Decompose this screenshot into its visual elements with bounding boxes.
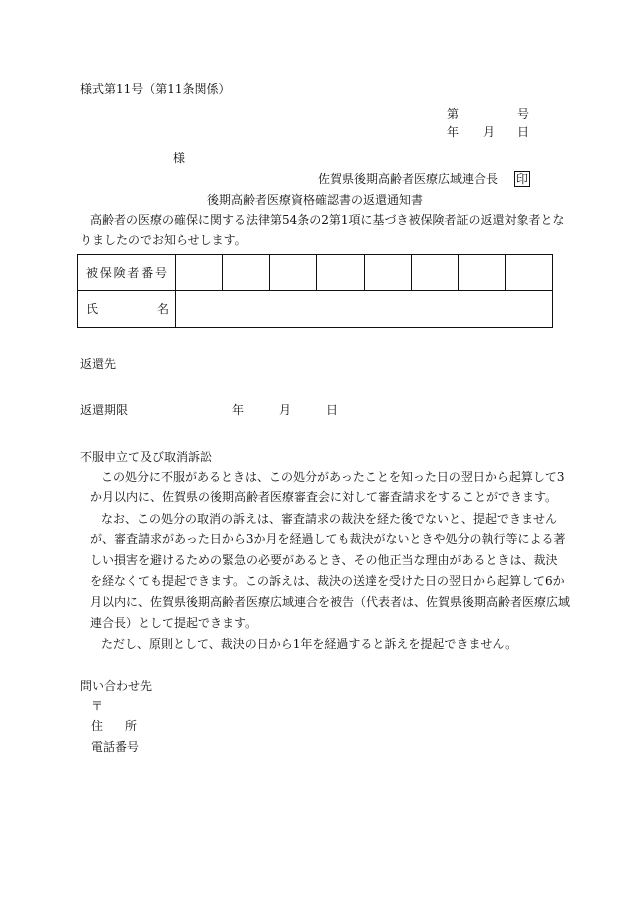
- insured-number-label-char: 者: [127, 265, 140, 280]
- name-row: [78, 291, 553, 328]
- appeal-line: 連合長）として提起できます。: [90, 616, 258, 630]
- appeal-line: この処分に不服があるときは、この処分があったことを知った日の翌日から起算して3: [101, 470, 565, 484]
- page-title: 後期高齢者医療資格確認書の返還通知書: [207, 193, 424, 207]
- date-hi: 日: [517, 125, 530, 139]
- appeal-line: が、審査請求があった日から3か月を経過しても裁決がないときや処分の執行等による著: [90, 532, 566, 546]
- appeal-line: ただし、原則として、裁決の日から1年を経過すると訴えを提起できません。: [101, 637, 518, 651]
- contact-heading: 問い合わせ先: [80, 679, 153, 693]
- address-label-first: 住: [91, 719, 104, 733]
- date-nen: 年: [447, 125, 460, 139]
- form-number: 様式第11号（第11条関係）: [80, 82, 231, 96]
- return-deadline-tsuki: 月: [279, 403, 292, 417]
- insured-number-row: [78, 255, 553, 291]
- insured-number-label: [78, 267, 175, 279]
- name-label-cell: [78, 291, 176, 328]
- return-deadline-nen: 年: [232, 403, 245, 417]
- name-label-second: 名: [156, 302, 169, 316]
- appeal-heading: 不服申立て及び取消訴訟: [80, 450, 213, 464]
- insured-number-cell: [505, 255, 552, 291]
- insured-number-cell: [223, 255, 270, 291]
- insured-number-cell: [270, 255, 317, 291]
- doc-number-go: 号: [517, 107, 530, 121]
- insured-number-cell: [364, 255, 411, 291]
- insured-number-label-char: 険: [113, 265, 126, 280]
- name-label-first: 氏: [86, 302, 99, 316]
- appeal-line: なお、この処分の取消の訴えは、審査請求の裁決を経た後でないと、提起できません: [101, 512, 558, 526]
- date-tsuki: 月: [483, 125, 496, 139]
- intro-line-2: りましたのでお知らせします。: [80, 233, 247, 247]
- return-deadline-hi: 日: [326, 403, 339, 417]
- insured-number-label-char: 保: [99, 265, 112, 280]
- issuer: 佐賀県後期高齢者医療広域連合長: [318, 172, 499, 186]
- insured-number-cell: [458, 255, 505, 291]
- insured-number-cell: [411, 255, 458, 291]
- name-value-cell: [176, 291, 553, 328]
- insured-number-cell: [317, 255, 364, 291]
- intro-line-1: 高齢者の医療の確保に関する法律第54条の2第1項に基づき被保険者証の返還対象者とな: [90, 213, 565, 227]
- appeal-line: しい損害を避けるための緊急の必要があるとき、その他正当な理由があるときは、裁決: [90, 553, 558, 567]
- seal-stamp: 印: [516, 172, 529, 186]
- phone-label: 電話番号: [91, 740, 140, 754]
- insured-number-label-cell: [78, 255, 176, 291]
- insured-number-label-char: 被: [86, 265, 99, 280]
- insured-number-label-char: 番: [141, 265, 154, 280]
- return-to-label: 返還先: [80, 357, 117, 371]
- address-label-second: 所: [125, 719, 138, 733]
- doc-number-dai: 第: [447, 107, 460, 121]
- postal-mark: 〒: [91, 699, 104, 713]
- appeal-line: を経なくても提起できます。この訴えは、裁決の送達を受けた日の翌日から起算して6か: [90, 574, 565, 588]
- return-deadline-label: 返還期限: [80, 403, 129, 417]
- insured-number-cell: [176, 255, 223, 291]
- insured-info-table: [77, 254, 553, 328]
- insured-number-label-char: 号: [154, 265, 167, 280]
- appeal-line: か月以内に、佐賀県の後期高齢者医療審査会に対して審査請求をすることができます。: [90, 490, 558, 504]
- addressee-suffix: 様: [173, 151, 186, 165]
- appeal-line: 月以内に、佐賀県後期高齢者医療広域連合を被告（代表者は、佐賀県後期高齢者医療広域: [90, 595, 571, 609]
